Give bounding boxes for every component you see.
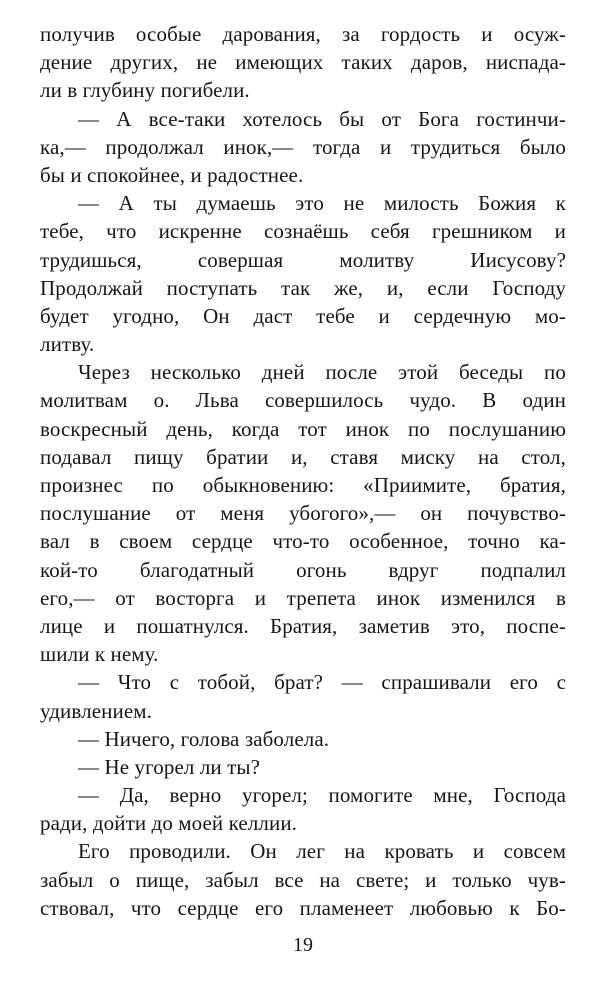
text-line: его,— от восторга и трепета инок изменился в: [40, 585, 566, 610]
text-line: ка,— продолжал инок,— тогда и трудиться было: [40, 134, 566, 159]
text-line: Через несколько дней после этой беседы по: [78, 360, 566, 385]
text-line: дение других, не имеющих таких даров, ниспада-: [40, 50, 566, 75]
text-line: — Да, верно угорел; помогите мне, Господа: [78, 783, 566, 808]
text-line: получив особые дарования, за гордость и осуж-: [40, 22, 566, 46]
text-line: — Не угорел ли ты?: [78, 754, 261, 779]
text-line: кой-то благодатный огонь вдруг подпалил: [40, 557, 566, 582]
text-line: — А ты думаешь это не милость Божия к: [78, 191, 566, 216]
text-line: — Ничего, голова заболела.: [78, 726, 330, 751]
text-line: послушание от меня убогого»,— он почувство-: [40, 501, 566, 526]
text-line: ствовал, что сердце его пламенеет любовью к Бо-: [40, 895, 566, 920]
text-line: Продолжай поступать так же, и, если Господу: [40, 275, 566, 300]
text-line: литву.: [40, 332, 95, 357]
text-line: произнес по обыкновению: «Приимите, братия,: [40, 473, 566, 497]
text-line: ради, дойти до моей келлии.: [40, 811, 298, 836]
text-line: будет угодно, Он даст тебе и сердечную мо-: [40, 303, 566, 328]
page-text-block: [40, 20, 566, 922]
page-number: 19: [293, 934, 313, 956]
text-line: молитвам о. Льва совершилось чудо. В один: [40, 388, 566, 413]
text-line: удивлением.: [40, 698, 152, 723]
text-line: забыл о пище, забыл все на свете; и только чув-: [40, 867, 566, 892]
text-line: лице и пошатнулся. Братия, заметив это, поспе-: [40, 613, 566, 638]
text-line: шили к нему.: [40, 642, 159, 667]
text-line: бы и спокойнее, и радостнее.: [40, 162, 304, 187]
text-line: Его проводили. Он лег на кровать и совсем: [78, 839, 566, 864]
text-line: подавал пищу братии и, ставя миску на стол,: [40, 444, 566, 469]
text-line: тебе, что искренне сознаёшь себя грешником и: [40, 219, 566, 244]
text-line: воскресный день, когда тот инок по послушанию: [40, 416, 566, 441]
text-line: — Что с тобой, брат? — спрашивали его с: [78, 670, 566, 695]
text-line: вал в своем сердце что-то особенное, точно ка-: [40, 529, 566, 554]
text-line: ли в глубину погибели.: [40, 78, 250, 103]
text-line: — А все-таки хотелось бы от Бога гостинчи-: [78, 106, 566, 131]
text-line: трудишься, совершая молитву Иисусову?: [40, 247, 566, 272]
